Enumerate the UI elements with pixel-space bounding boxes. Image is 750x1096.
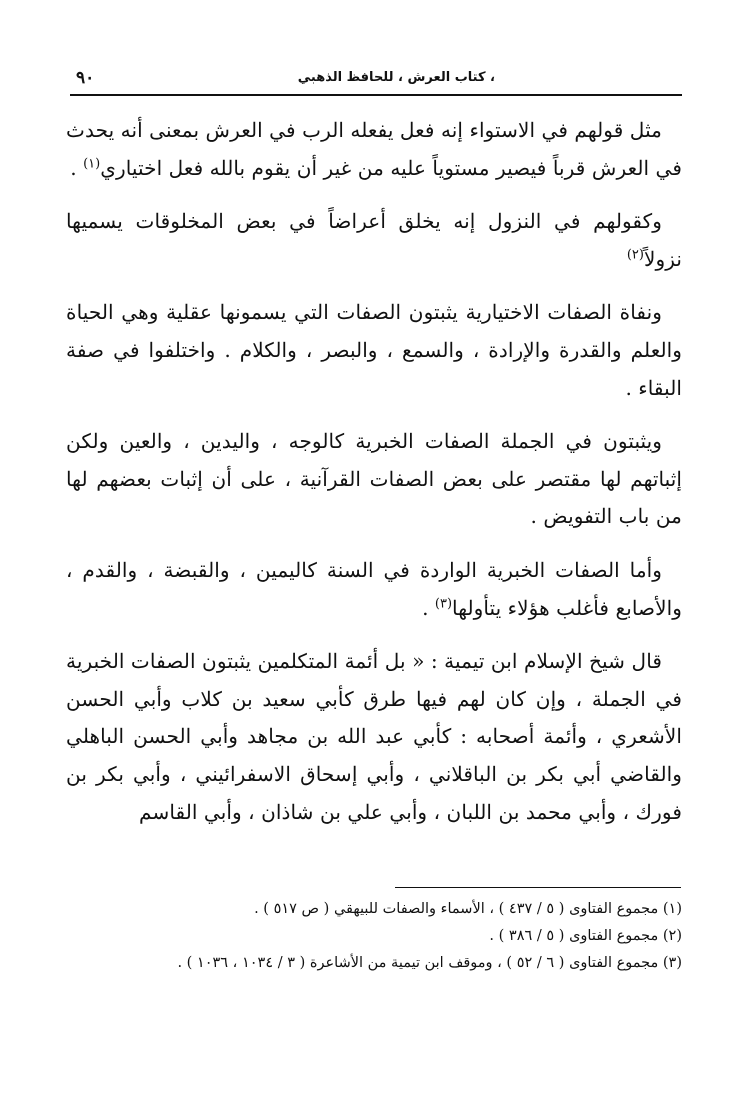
footnote-marker: (٢)	[626, 247, 644, 263]
paragraph-text: وكقولهم في النزول إنه يخلق أعراضاً في بعض المخلوقات يسميها نزولاً	[66, 209, 682, 271]
footnotes	[66, 896, 682, 977]
footnote-rule	[395, 887, 681, 888]
paragraph-tail: .	[70, 155, 84, 180]
paragraph-text: وأما الصفات الخبرية الواردة في السنة كاليمين ، والقبضة ، والقدم ، والأصابع فأغلب هؤلاء يتأولها	[66, 557, 682, 620]
paragraph	[66, 423, 682, 536]
footnote: (١) مجموع الفتاوى ( ٥ / ٤٣٧ ) ، الأسماء والصفات للبيهقي ( ص ٥١٧ ) .	[254, 901, 682, 917]
header-rule	[70, 94, 682, 96]
running-header	[70, 68, 680, 90]
footnote-marker: (٣)	[434, 595, 453, 611]
paragraph	[66, 294, 682, 407]
paragraph-text: مثل قولهم في الاستواء إنه فعل يفعله الرب في العرش بمعنى أنه يحدث في العرش قرباً فيصير مستوياً عليه من غير أن يقوم بالله فعل اختياري	[65, 118, 682, 180]
paragraph-text: ويثبتون في الجملة الصفات الخبرية كالوجه ، واليدين ، والعين ولكن إثباتهم لها مقتصر على بعض الصفات القرآنية ، على أن إثبات بعضهم لها من باب التفويض .	[66, 429, 682, 529]
paragraph-tail: .	[422, 595, 435, 620]
paragraph	[66, 112, 682, 187]
running-title: ، كتاب العرش ، للحافظ الذهبي	[297, 70, 495, 85]
paragraph	[66, 552, 682, 627]
footnote: (٣) مجموع الفتاوى ( ٦ / ٥٢ ) ، وموقف ابن تيمية من الأشاعرة ( ٣ / ١٠٣٤ ، ١٠٣٦ ) .	[177, 955, 682, 971]
page-number: ٩٠	[76, 68, 95, 88]
footnote-marker: (١)	[83, 155, 101, 171]
footnote: (٢) مجموع الفتاوى ( ٥ / ٣٨٦ ) .	[489, 928, 682, 944]
paragraph	[66, 203, 682, 278]
paragraph	[66, 643, 682, 831]
paragraph-text: قال شيخ الإسلام ابن تيمية : « بل أئمة المتكلمين يثبتون الصفات الخبرية في الجملة ، وإن كان لهم فيها طرق كأبي سعيد بن كلاب وأبي الحسن الأشعري ، وأئمة أصحابه : كأبي عبد الله بن مجاهد وأبي الحسن الباهلي والقاضي أبي بكر بن الباقلاني ، وأبي إسحاق الاسفرائيني ، وأبي بكر بن فورك ، وأبي محمد بن اللبان ، وأبي علي بن شاذان ، وأبي القاسم	[66, 649, 682, 824]
paragraph-text: ونفاة الصفات الاختيارية يثبتون الصفات التي يسمونها عقلية وهي الحياة والعلم والقدرة والإرادة ، والسمع ، والبصر ، والكلام . واختلفوا في صفة البقاء .	[66, 300, 682, 400]
main-text	[66, 112, 682, 847]
